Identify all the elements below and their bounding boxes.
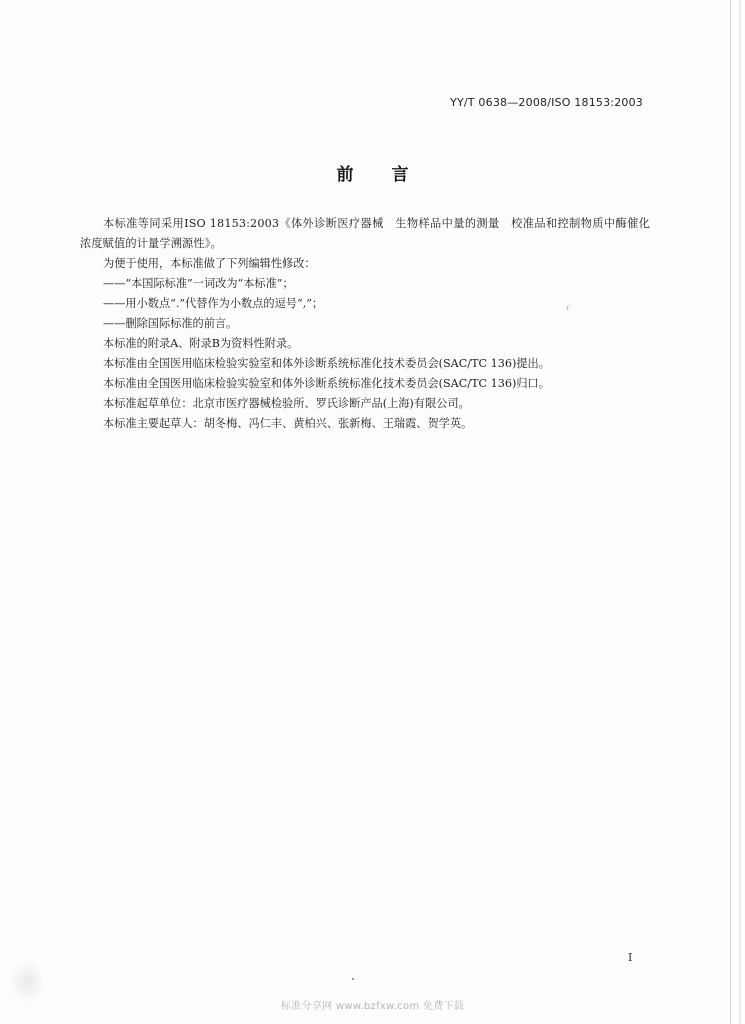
paragraph-proposed-by: 本标准由全国医用临床检验实验室和体外诊断系统标准化技术委员会(SAC/TC 136)提出。 [103,357,550,370]
list-item-editorial-1: ——“本国际标准”一词改为“本标准”； [103,277,294,290]
scan-dot [352,978,354,980]
list-item-editorial-3: ——删除国际标准的前言。 [103,317,238,330]
list-item-editorial-2: ——用小数点“.”代替作为小数点的逗号“,”； [103,297,324,310]
paragraph-drafting-units: 本标准起草单位：北京市医疗器械检验所、罗氏诊断产品(上海)有限公司。 [103,397,470,410]
page-number: I [628,951,633,964]
paragraph-drafters: 本标准主要起草人：胡冬梅、冯仁丰、黄柏兴、张新梅、王瑞霞、贺学英。 [103,417,473,430]
paragraph-editorial-intro: 为便于使用，本标准做了下列编辑性修改： [103,257,316,270]
paragraph-adoption: 本标准等同采用ISO 18153:2003《体外诊断医疗器械 生物样品中量的测量 校准品和控制物质中酶催化浓度赋值的计量学溯源性》。 [80,217,650,250]
page-title: 前言 [336,165,447,185]
scan-speck: ι' [566,304,571,312]
footer-watermark: 标准分享网 www.bzfxw.com 免费下载 [280,1001,465,1012]
paragraph-annexes: 本标准的附录A、附录B为资料性附录。 [103,337,299,350]
standard-code-header: YY/T 0638—2008/ISO 18153:2003 [450,96,643,109]
document-body [80,214,650,434]
paragraph-managed-by: 本标准由全国医用临床检验实验室和体外诊断系统标准化技术委员会(SAC/TC 136)归口。 [103,377,550,390]
scan-edge-shadow [739,0,741,1024]
scan-edge-line [730,0,731,1024]
